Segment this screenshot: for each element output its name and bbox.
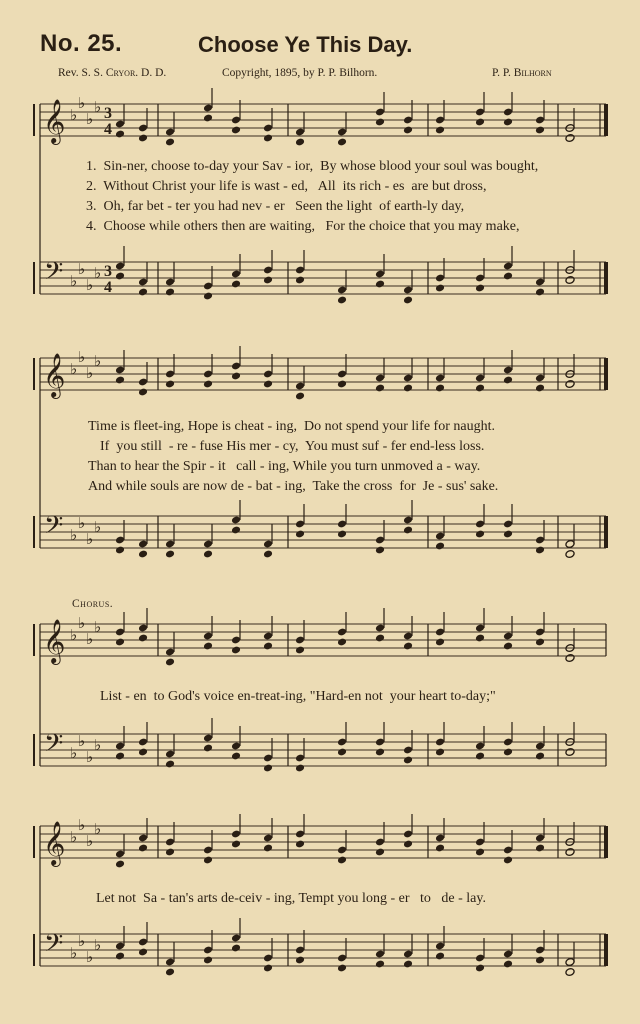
note-head <box>435 126 445 135</box>
note-head <box>295 764 305 773</box>
note-head <box>138 948 148 957</box>
note-head <box>375 848 385 857</box>
note-head <box>337 138 347 147</box>
note-head <box>115 952 125 961</box>
note-head <box>263 964 273 973</box>
note-head <box>475 384 485 393</box>
note-head <box>203 642 213 651</box>
composer-prefix: P. P. <box>492 67 514 79</box>
flat-sign-icon: ♭ <box>78 932 86 950</box>
note-head <box>337 856 347 865</box>
note-head <box>503 748 513 757</box>
note-head <box>115 638 125 647</box>
note-head <box>435 284 445 293</box>
note-head <box>231 280 241 289</box>
note-head <box>263 844 273 853</box>
note-head <box>535 546 545 555</box>
note-head <box>475 118 485 127</box>
flat-sign-icon: ♭ <box>94 618 102 636</box>
flat-sign-icon: ♭ <box>70 944 78 962</box>
note-head <box>165 848 175 857</box>
note-head <box>295 392 305 401</box>
note-head <box>535 126 545 135</box>
flat-sign-icon: ♭ <box>94 264 102 282</box>
note-head <box>435 952 445 961</box>
note-head <box>263 134 273 143</box>
flat-sign-icon: ♭ <box>70 106 78 124</box>
note-head <box>475 964 485 973</box>
lyricist-prefix: Rev. S. S. <box>58 67 106 79</box>
note-head <box>165 760 175 769</box>
verse-4-line-2: And while souls are now de - bat - ing, Take the cross for Je - sus' sake. <box>88 479 499 494</box>
bass-clef-icon: 𝄢 <box>44 257 64 292</box>
time-signature-denominator: 4 <box>104 121 112 138</box>
note-head <box>337 638 347 647</box>
note-head <box>435 638 445 647</box>
flat-sign-icon: ♭ <box>70 626 78 644</box>
note-head <box>403 840 413 849</box>
flat-sign-icon: ♭ <box>78 732 86 750</box>
note-head <box>565 848 575 857</box>
flat-sign-icon: ♭ <box>86 364 94 382</box>
verse-4-line-1: 4. Choose while others then are waiting, For the choice that you may make, <box>86 219 520 234</box>
note-head <box>435 384 445 393</box>
note-head <box>231 752 241 761</box>
note-head <box>503 118 513 127</box>
note-head <box>435 844 445 853</box>
flat-sign-icon: ♭ <box>94 518 102 536</box>
verse-1-line-1: 1. Sin-ner, choose to-day your Sav - ior, By whose blood your soul was bought, <box>86 159 539 174</box>
note-head <box>337 296 347 305</box>
treble-clef-icon: 𝄞 <box>43 619 66 663</box>
flat-sign-icon: ♭ <box>86 748 94 766</box>
bass-clef-icon: 𝄢 <box>44 511 64 546</box>
composer-name: Bilhorn <box>513 67 552 79</box>
note-head <box>138 388 148 397</box>
note-head <box>231 840 241 849</box>
note-head <box>565 276 575 285</box>
note-head <box>403 642 413 651</box>
note-head <box>375 280 385 289</box>
note-head <box>231 944 241 953</box>
note-head <box>203 550 213 559</box>
hymn-number: No. 25. <box>40 30 123 57</box>
note-head <box>503 856 513 865</box>
note-head <box>337 748 347 757</box>
note-head <box>115 860 125 869</box>
note-head <box>565 550 575 559</box>
note-head <box>565 654 575 663</box>
verse-3-line-2: Than to hear the Spir - it call - ing, While you turn unmoved a - way. <box>88 459 481 474</box>
note-head <box>535 638 545 647</box>
note-head <box>203 856 213 865</box>
note-head <box>165 550 175 559</box>
note-head <box>115 546 125 555</box>
flat-sign-icon: ♭ <box>86 110 94 128</box>
note-head <box>263 380 273 389</box>
verse-2-line-2: If you still - re - fuse His mer - cy, You must suf - fer end-less loss. <box>100 439 485 454</box>
note-head <box>165 968 175 977</box>
note-head <box>503 272 513 281</box>
flat-sign-icon: ♭ <box>86 948 94 966</box>
note-head <box>203 114 213 123</box>
flat-sign-icon: ♭ <box>78 94 86 112</box>
note-head <box>263 642 273 651</box>
flat-sign-icon: ♭ <box>70 744 78 762</box>
note-head <box>295 276 305 285</box>
treble-clef-icon: 𝄞 <box>43 99 66 143</box>
note-head <box>475 752 485 761</box>
flat-sign-icon: ♭ <box>94 736 102 754</box>
note-head <box>231 646 241 655</box>
note-head <box>503 530 513 539</box>
note-head <box>231 526 241 535</box>
note-head <box>435 748 445 757</box>
note-head <box>337 380 347 389</box>
note-head <box>535 844 545 853</box>
note-head <box>165 658 175 667</box>
flat-sign-icon: ♭ <box>78 514 86 532</box>
note-head <box>375 384 385 393</box>
flat-sign-icon: ♭ <box>78 260 86 278</box>
flat-sign-icon: ♭ <box>94 98 102 116</box>
note-head <box>375 546 385 555</box>
note-head <box>115 376 125 385</box>
note-head <box>337 964 347 973</box>
lyricist-name: Cryor <box>105 67 136 79</box>
flat-sign-icon: ♭ <box>78 816 86 834</box>
note-head <box>503 642 513 651</box>
note-head <box>503 376 513 385</box>
verse-3-line-1: 3. Oh, far bet - ter you had nev - er Seen the light of earth-ly day, <box>86 199 465 214</box>
flat-sign-icon: ♭ <box>78 614 86 632</box>
note-head <box>403 756 413 765</box>
note-head <box>475 284 485 293</box>
note-head <box>263 550 273 559</box>
note-head <box>535 384 545 393</box>
note-head <box>475 530 485 539</box>
note-head <box>435 542 445 551</box>
time-signature-denominator: 4 <box>104 279 112 296</box>
flat-sign-icon: ♭ <box>70 272 78 290</box>
note-head <box>403 384 413 393</box>
time-signature-numerator: 3 <box>104 263 112 280</box>
note-head <box>375 118 385 127</box>
flat-sign-icon: ♭ <box>94 352 102 370</box>
note-head <box>203 292 213 301</box>
note-head <box>263 764 273 773</box>
note-head <box>138 748 148 757</box>
flat-sign-icon: ♭ <box>78 348 86 366</box>
note-head <box>295 840 305 849</box>
note-head <box>263 276 273 285</box>
flat-sign-icon: ♭ <box>70 828 78 846</box>
bass-clef-icon: 𝄢 <box>44 729 64 764</box>
note-head <box>475 634 485 643</box>
note-head <box>503 960 513 969</box>
note-head <box>535 752 545 761</box>
note-head <box>565 380 575 389</box>
chorus-label: Chorus. <box>72 598 114 610</box>
copyright-notice: Copyright, 1895, by P. P. Bilhorn. <box>222 67 378 79</box>
treble-clef-icon: 𝄞 <box>43 353 66 397</box>
note-head <box>138 844 148 853</box>
flat-sign-icon: ♭ <box>70 526 78 544</box>
bass-clef-icon: 𝄢 <box>44 929 64 964</box>
flat-sign-icon: ♭ <box>94 820 102 838</box>
note-head <box>403 960 413 969</box>
note-head <box>203 956 213 965</box>
note-head <box>165 288 175 297</box>
verse-2-line-1: 2. Without Christ your life is wast - ed, All its rich - es are but dross, <box>86 179 487 194</box>
note-head <box>115 130 125 139</box>
note-head <box>375 634 385 643</box>
note-head <box>138 288 148 297</box>
chorus-line-2: Let not Sa - tan's arts de-ceiv - ing, Tempt you long - er to de - lay. <box>96 891 486 906</box>
time-signature-numerator: 3 <box>104 105 112 122</box>
note-head <box>565 968 575 977</box>
note-head <box>565 748 575 757</box>
note-head <box>403 126 413 135</box>
note-head <box>295 646 305 655</box>
note-head <box>295 138 305 147</box>
note-head <box>203 380 213 389</box>
note-head <box>375 960 385 969</box>
note-head <box>231 126 241 135</box>
note-head <box>165 138 175 147</box>
flat-sign-icon: ♭ <box>70 360 78 378</box>
hymn-title: Choose Ye This Day. <box>198 32 413 57</box>
note-head <box>165 380 175 389</box>
note-head <box>403 296 413 305</box>
flat-sign-icon: ♭ <box>86 276 94 294</box>
verse-1-line-2: Time is fleet-ing, Hope is cheat - ing, Do not spend your life for naught. <box>88 419 495 434</box>
note-head <box>475 848 485 857</box>
note-head <box>115 752 125 761</box>
flat-sign-icon: ♭ <box>86 832 94 850</box>
chorus-line-1: List - en to God's voice en-treat-ing, "Hard-en not your heart to-day;" <box>100 689 496 704</box>
note-head <box>295 530 305 539</box>
note-head <box>138 634 148 643</box>
note-head <box>565 134 575 143</box>
note-head <box>295 956 305 965</box>
lyricist-suffix: . D. D. <box>135 67 167 79</box>
note-head <box>203 744 213 753</box>
note-head <box>231 372 241 381</box>
flat-sign-icon: ♭ <box>86 630 94 648</box>
note-head <box>535 288 545 297</box>
note-head <box>375 748 385 757</box>
treble-clef-icon: 𝄞 <box>43 821 66 865</box>
note-head <box>403 526 413 535</box>
flat-sign-icon: ♭ <box>86 530 94 548</box>
note-head <box>115 272 125 281</box>
flat-sign-icon: ♭ <box>94 936 102 954</box>
note-head <box>138 134 148 143</box>
note-head <box>138 550 148 559</box>
note-head <box>337 530 347 539</box>
note-head <box>535 956 545 965</box>
